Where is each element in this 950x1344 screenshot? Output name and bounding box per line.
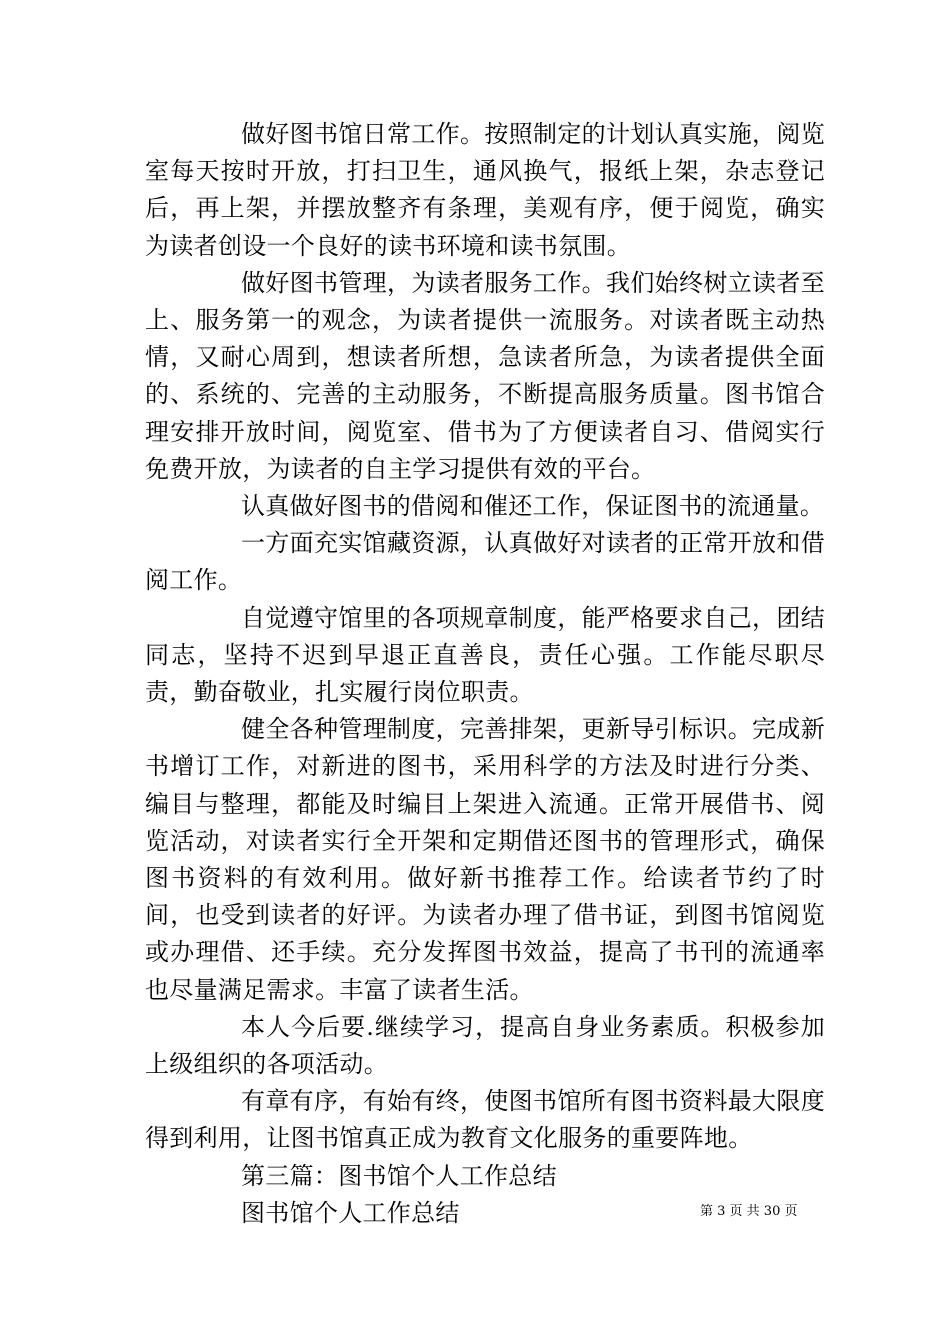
section-heading: 第三篇：图书馆个人工作总结 [241,1161,557,1190]
page-number: 第 3 页 共 30 页 [700,1204,798,1219]
paragraph-future-plan: 本人今后要.继续学习，提高自身业务素质。积极参加上级组织的各项活动。 [145,1012,825,1079]
paragraph-discipline: 自觉遵守馆里的各项规章制度，能严格要求自己，团结同志，坚持不迟到早退正直善良，责任心强。工作能尽职尽责，勤奋敬业，扎实履行岗位职责。 [145,603,825,707]
section-title: 图书馆个人工作总结 [241,1198,460,1227]
paragraph-reader-service: 做好图书管理，为读者服务工作。我们始终树立读者至上、服务第一的观念，为读者提供一流服务。对读者既主动热情，又耐心周到，想读者所想，急读者所急，为读者提供全面的、系统的、完善的主动服务，不断提高服务质量。图书馆合理安排开放时间，阅览室、借书为了方便读者自习、借阅实行免费开放，为读者的自主学习提供有效的平台。 [145,268,825,483]
paragraph-conclusion: 有章有序，有始有终，使图书馆所有图书资料最大限度得到利用，让图书馆真正成为教育文化服务的重要阵地。 [145,1087,825,1153]
body-text [145,116,825,1232]
paragraph-collection: 一方面充实馆藏资源，认真做好对读者的正常开放和借阅工作。 [145,529,825,595]
paragraph-daily-work: 做好图书馆日常工作。按照制定的计划认真实施，阅览室每天按时开放，打扫卫生，通风换气，报纸上架，杂志登记后，再上架，并摆放整齐有条理，美观有序，便于阅览，确实为读者创设一个良好的读书环境和读书氛围。 [145,120,825,260]
paragraph-lending: 认真做好图书的借阅和催还工作，保证图书的流通量。 [241,492,825,521]
paragraph-management-system: 健全各种管理制度，完善排架，更新导引标识。完成新书增订工作，对新进的图书，采用科学的方法及时进行分类、编目与整理，都能及时编目上架进入流通。正常开展借书、阅览活动，对读者实行全开架和定期借还图书的管理形式，确保图书资料的有效利用。做好新书推荐工作。给读者节约了时间，也受到读者的好评。为读者办理了借书证，到图书馆阅览或办理借、还手续。充分发挥图书效益，提高了书刊的流通率也尽量满足需求。丰富了读者生活。 [145,715,825,1004]
